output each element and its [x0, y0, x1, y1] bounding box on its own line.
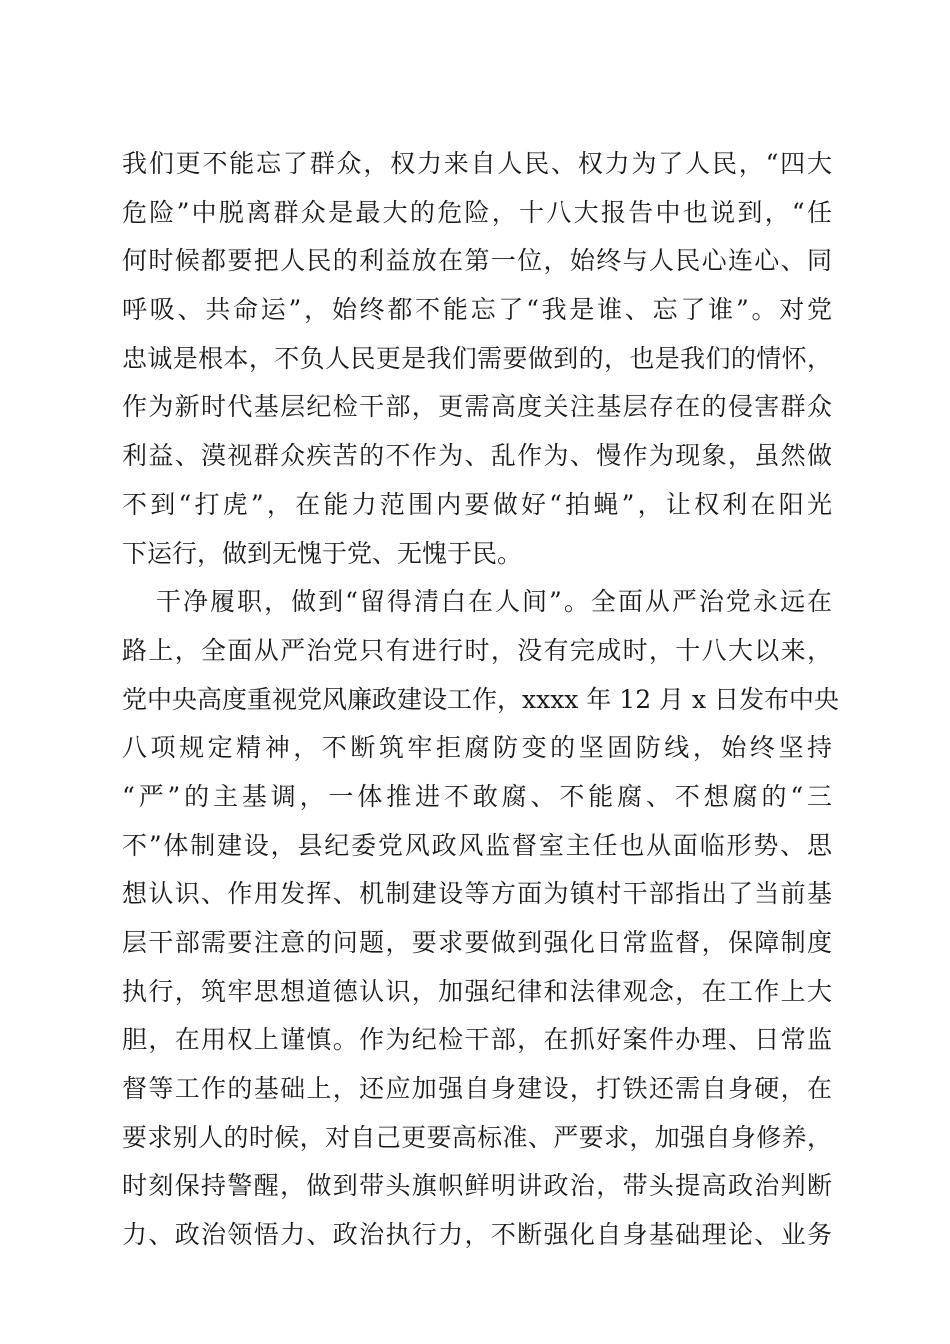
- text-line: 利益、漠视群众疾苦的不作为、乱作为、慢作为现象，虽然做: [122, 441, 832, 471]
- text-line: 督等工作的基础上，还应加强自身建设，打铁还需自身硬，在: [122, 1074, 832, 1104]
- text-line: 危险”中脱离群众是最大的危险，十八大报告中也说到，“任: [122, 197, 832, 227]
- text-line: 呼吸、共命运”，始终都不能忘了“我是谁、忘了谁”。对党: [122, 295, 832, 325]
- text-line: 执行，筑牢思想道德认识，加强纪律和法律观念，在工作上大: [122, 976, 832, 1006]
- text-line: 时刻保持警醒，做到带头旗帜鲜明讲政治，带头提高政治判断: [122, 1171, 832, 1201]
- text-line: 不”体制建设，县纪委党风政风监督室主任也从面临形势、思: [122, 830, 832, 860]
- text-line: 胆，在用权上谨慎。作为纪检干部，在抓好案件办理、日常监: [122, 1025, 832, 1055]
- text-line: “严”的主基调，一体推进不敢腐、不能腐、不想腐的“三: [122, 781, 832, 811]
- text-line: 何时候都要把人民的利益放在第一位，始终与人民心连心、同: [122, 246, 832, 276]
- text-line: 路上，全面从严治党只有进行时，没有完成时，十八大以来，: [122, 635, 832, 665]
- text-line: 想认识、作用发挥、机制建设等方面为镇村干部指出了当前基: [122, 879, 832, 909]
- paragraph-start-line: 干净履职，做到“留得清白在人间”。全面从严治党永远在: [156, 587, 832, 617]
- text-line: 作为新时代基层纪检干部，更需高度关注基层存在的侵害群众: [122, 392, 832, 422]
- body-text: [122, 140, 840, 1260]
- text-line: 我们更不能忘了群众，权力来自人民、权力为了人民，“四大: [122, 149, 832, 178]
- text-line: 党中央高度重视党风廉政建设工作，xxxx 年 12 月 x 日发布中央: [122, 684, 840, 714]
- text-line: 力、政治领悟力、政治执行力，不断强化自身基础理论、业务: [122, 1220, 832, 1250]
- text-line: 忠诚是根本，不负人民更是我们需要做到的，也是我们的情怀，: [122, 343, 832, 373]
- paragraph-end-line: 下运行，做到无愧于党、无愧于民。: [122, 538, 523, 568]
- text-line: 八项规定精神，不断筑牢拒腐防变的坚固防线，始终坚持: [122, 733, 832, 763]
- text-line: 不到“打虎”，在能力范围内要做好“拍蝇”，让权利在阳光: [122, 489, 832, 519]
- text-line: 要求别人的时候，对自己更要高标准、严要求，加强自身修养，: [122, 1122, 832, 1152]
- text-line: 层干部需要注意的问题，要求要做到强化日常监督，保障制度: [122, 928, 832, 957]
